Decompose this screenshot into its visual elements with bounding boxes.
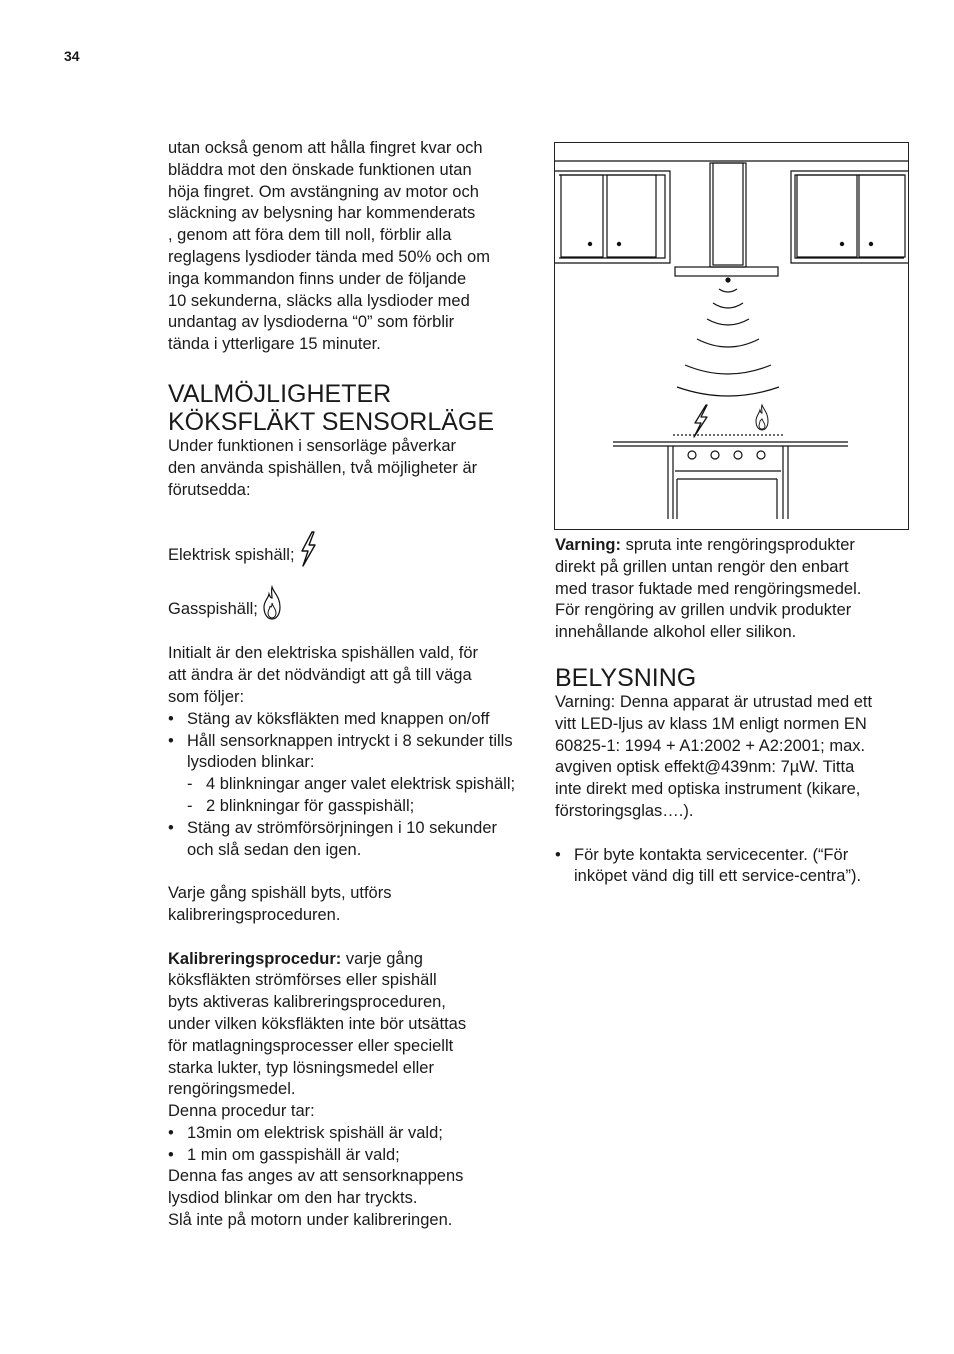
- list-item: • Stäng av strömförsörjningen i 10 sekunder och slå sedan den igen.: [168, 818, 528, 862]
- list-item: - 2 blinkningar för gasspishäll;: [168, 796, 528, 818]
- gas-option: Gasspishäll;: [168, 585, 528, 621]
- list-item: • 1 min om gasspishäll är vald;: [168, 1145, 528, 1167]
- calibration-note: Varje gång spishäll byts, utförs kalibreringsproceduren.: [168, 884, 392, 924]
- initial-paragraph: Initialt är den elektriska spishällen vald, för att ändra är det nödvändigt att gå till väga som följer:: [168, 644, 478, 706]
- sensor-intro: Under funktionen i sensorläge påverkar den använda spishällen, två möjligheter är förutsedda:: [168, 436, 478, 499]
- durations-list: [168, 1123, 528, 1167]
- left-column: [168, 138, 528, 1232]
- warning-label: Varning:: [555, 536, 622, 554]
- calibration-label: Kalibreringsprocedur:: [168, 949, 342, 968]
- list-item: • 13min om elektrisk spishäll är vald;: [168, 1123, 528, 1145]
- warning-paragraph: Varning: spruta inte rengöringsprodukter direkt på grillen untan rengör den enbart med trasor fuktade med rengöringsmedel. För rengöring av grillen undvik produkter innehållande alkohol eller silikon.: [555, 536, 862, 642]
- section-heading-sensor: VALMÖJLIGHETER KÖKSFLÄKT SENSORLÄGE: [168, 379, 495, 436]
- list-item: • För byte kontakta servicecenter. (“För inköpet vänd dig till ett service-centra”).: [555, 845, 905, 889]
- calibration-paragraph: Kalibreringsprocedur: varje gång köksfläkten strömförses eller spishäll byts aktiveras kalibreringsproceduren, under vilken köksfläkten inte bör utsättas för matlagningsprocesser eller speciellt starka lukter, typ lösningsmedel eller rengöringsmedel. Denna procedur tar:: [168, 949, 467, 1121]
- list-item: • Stäng av köksfläkten med knappen on/off: [168, 709, 528, 731]
- list-item: • Håll sensorknappen intryckt i 8 sekunder tills lysdioden blinkar:: [168, 731, 528, 775]
- section-heading-lighting: BELYSNING: [555, 663, 697, 692]
- service-list: [555, 845, 905, 889]
- page-number: 34: [64, 48, 80, 64]
- hood-sensor-illustration: [554, 142, 909, 530]
- electric-option: Elektrisk spishäll;: [168, 531, 528, 567]
- final-paragraph: Denna fas anges av att sensorknappens lysdiod blinkar om den har tryckts. Slå inte på motorn under kalibreringen.: [168, 1167, 464, 1230]
- right-column: [555, 535, 905, 888]
- flame-icon: [262, 585, 282, 621]
- lightning-icon: [299, 531, 317, 567]
- lighting-paragraph: Varning: Denna apparat är utrustad med ett vitt LED-ljus av klass 1M enligt normen EN 60825-1: 1994 + A1:2002 + A2:2001; max. avgiven optisk effekt@439nm: 7µW. Titta inte direkt med optiska instrument (kikare, förstoringsglas….).: [555, 692, 873, 820]
- list-item: - 4 blinkningar anger valet elektrisk spishäll;: [168, 774, 528, 796]
- kitchen-diagram: [555, 143, 908, 529]
- intro-paragraph: utan också genom att hålla fingret kvar och bläddra mot den önskade funktionen utan höja fingret. Om avstängning av motor och släckning av belysning har kommenderats , genom att föra dem till noll, förblir alla reglagens lysdioder tända med 50% och om inga kommandon finns under de följande 10 sekunderna, släcks alla lysdioder med undantag av lysdioderna “0” som förblir tända i ytterligare 15 minuter.: [168, 139, 490, 354]
- steps-list: [168, 709, 528, 862]
